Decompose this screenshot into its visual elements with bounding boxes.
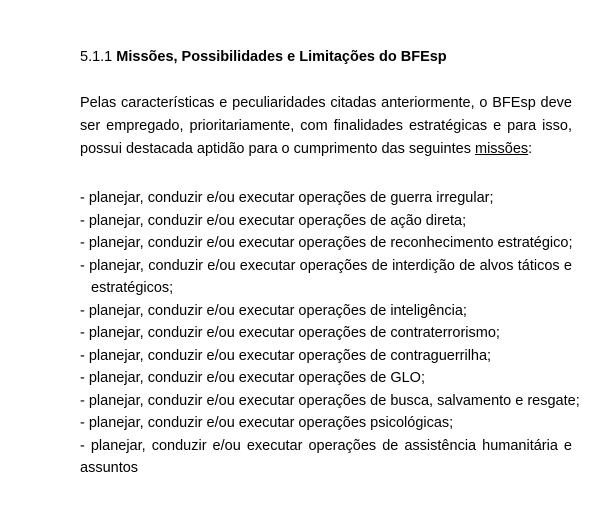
list-item: - planejar, conduzir e/ou executar operações de assistência humanitária e assuntos (80, 437, 572, 476)
list-item: - planejar, conduzir e/ou executar operações de ação direta; (80, 212, 467, 229)
missions-list (80, 187, 580, 480)
intro-underlined-word: missões (474, 141, 529, 157)
list-item: - planejar, conduzir e/ou executar operações de contraterrorismo; (80, 325, 500, 341)
section-title: Missões, Possibilidades e Limitações do BFEsp (116, 49, 447, 65)
list-item: - planejar, conduzir e/ou executar operações de contraguerrilha; (80, 347, 492, 364)
intro-paragraph (80, 92, 572, 161)
list-item-continuation: estratégicos; (91, 280, 174, 296)
section-number: 5.1.1 (80, 49, 113, 65)
list-item: - planejar, conduzir e/ou executar operações de busca, salvamento e resgate; (80, 392, 580, 409)
list-item: - planejar, conduzir e/ou executar operações psicológicas; (80, 415, 454, 431)
list-item: - planejar, conduzir e/ou executar operações de guerra irregular; (80, 190, 494, 206)
intro-text: Pelas características e peculiaridades citadas anteriormente, o BFEsp deve ser empregado, prioritariamente, com finalidades estratégicas e para isso, possui destacada aptidão para o cumprimento das seguintes (80, 95, 572, 157)
list-item: - planejar, conduzir e/ou executar operações de GLO; (80, 370, 425, 386)
list-item: - planejar, conduzir e/ou executar operações de inteligência; (80, 302, 467, 319)
list-item: - planejar, conduzir e/ou executar operações de reconhecimento estratégico; (80, 235, 573, 251)
section-heading (80, 47, 580, 67)
list-item: - planejar, conduzir e/ou executar operações de interdição de alvos táticos e (80, 257, 572, 274)
intro-suffix: : (528, 141, 533, 157)
